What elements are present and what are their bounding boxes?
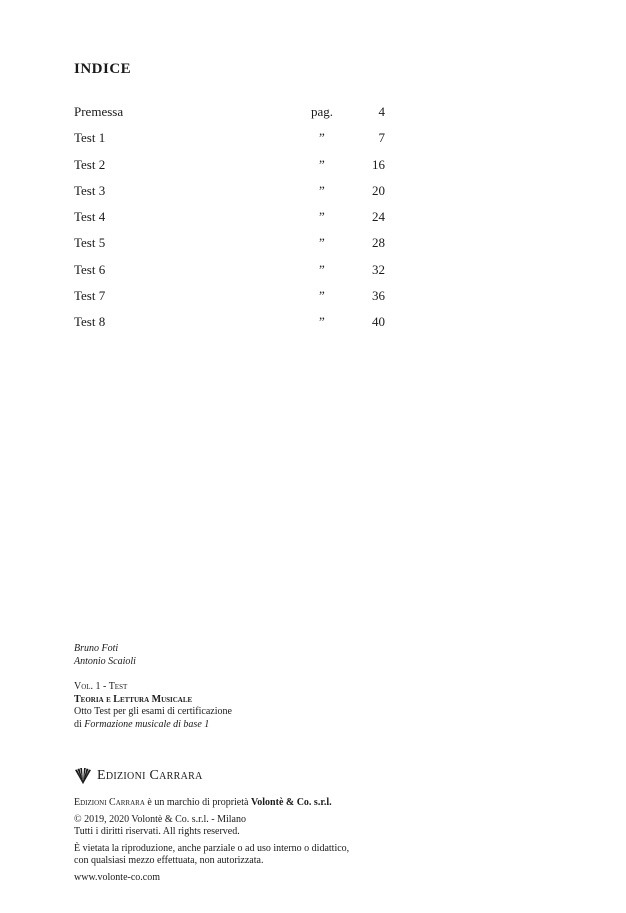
toc-page-number: 40	[372, 314, 385, 330]
logo-text: Edizioni Carrara	[97, 768, 203, 783]
imprint-rights: Tutti i diritti riservati. All rights reserved.	[74, 826, 240, 837]
book-subtitle: Otto Test per gli esami di certificazione	[74, 706, 232, 717]
toc-pag: pag.	[311, 104, 334, 119]
toc-label: Premessa	[74, 104, 124, 119]
toc-label: Test 8	[74, 314, 106, 330]
toc-pag: ”	[319, 261, 325, 277]
imprint-notice-block	[74, 843, 349, 867]
subtitle-prefix: di	[74, 718, 85, 730]
publisher-logo	[74, 767, 203, 785]
toc-page-number: 36	[372, 288, 385, 304]
toc-label: Test 6	[74, 261, 106, 277]
volume-label: Vol. 1 - Test	[74, 681, 128, 692]
author-name: Antonio Scaioli	[74, 656, 136, 667]
imprint-copyright-block	[74, 814, 349, 838]
toc-row	[74, 288, 394, 314]
toc-pag: ”	[319, 288, 325, 304]
toc-row	[74, 183, 394, 209]
toc-row	[74, 104, 394, 130]
toc-pag: ”	[319, 314, 325, 330]
imprint	[74, 797, 349, 889]
imprint-brand: Edizioni Carrara	[74, 797, 145, 808]
book-title: Teoria e Lettura Musicale	[74, 693, 193, 705]
toc-page-number: 28	[372, 235, 385, 251]
subtitle-italic: Formazione musicale di base 1	[84, 718, 210, 730]
toc-row	[74, 130, 394, 156]
toc-page-number: 20	[372, 182, 385, 198]
toc-page-number: 4	[378, 104, 385, 119]
toc-label: Test 5	[74, 235, 106, 251]
toc-pag: ”	[319, 182, 325, 198]
toc-label: Test 3	[74, 182, 106, 198]
page-title: INDICE	[74, 61, 132, 77]
toc-pag: ”	[319, 156, 325, 172]
table-of-contents	[74, 104, 394, 341]
toc-pag: ”	[319, 235, 325, 251]
author-name: Bruno Foti	[74, 643, 119, 654]
toc-label: Test 4	[74, 209, 106, 225]
toc-page-number: 7	[378, 130, 385, 146]
toc-page-number: 24	[372, 209, 385, 225]
imprint-owner: Volontè & Co. s.r.l.	[250, 797, 332, 808]
imprint-brand-rest: è un marchio di proprietà	[144, 797, 251, 808]
toc-pag: ”	[319, 130, 325, 146]
toc-row	[74, 209, 394, 235]
authors	[74, 642, 136, 668]
toc-row	[74, 314, 394, 340]
volume-info	[74, 681, 232, 731]
imprint-notice-2: con qualsiasi mezzo effettuata, non autorizzata.	[74, 855, 264, 866]
imprint-website: www.volonte-co.com	[74, 872, 160, 883]
imprint-notice-1: È vietata la riproduzione, anche parziale o ad uso interno o didattico,	[74, 843, 350, 854]
toc-row	[74, 262, 394, 288]
imprint-brand-line	[74, 797, 349, 809]
toc-row	[74, 235, 394, 261]
imprint-copyright: © 2019, 2020 Volontè & Co. s.r.l. - Milano	[74, 814, 246, 825]
toc-pag: ”	[319, 209, 325, 225]
toc-page-number: 32	[372, 261, 385, 277]
toc-label: Test 7	[74, 288, 106, 304]
book-fan-logo-icon	[74, 767, 92, 785]
toc-page-number: 16	[372, 156, 385, 172]
book-subtitle-2	[74, 719, 232, 732]
toc-row	[74, 157, 394, 183]
toc-label: Test 2	[74, 156, 106, 172]
toc-label: Test 1	[74, 130, 106, 146]
